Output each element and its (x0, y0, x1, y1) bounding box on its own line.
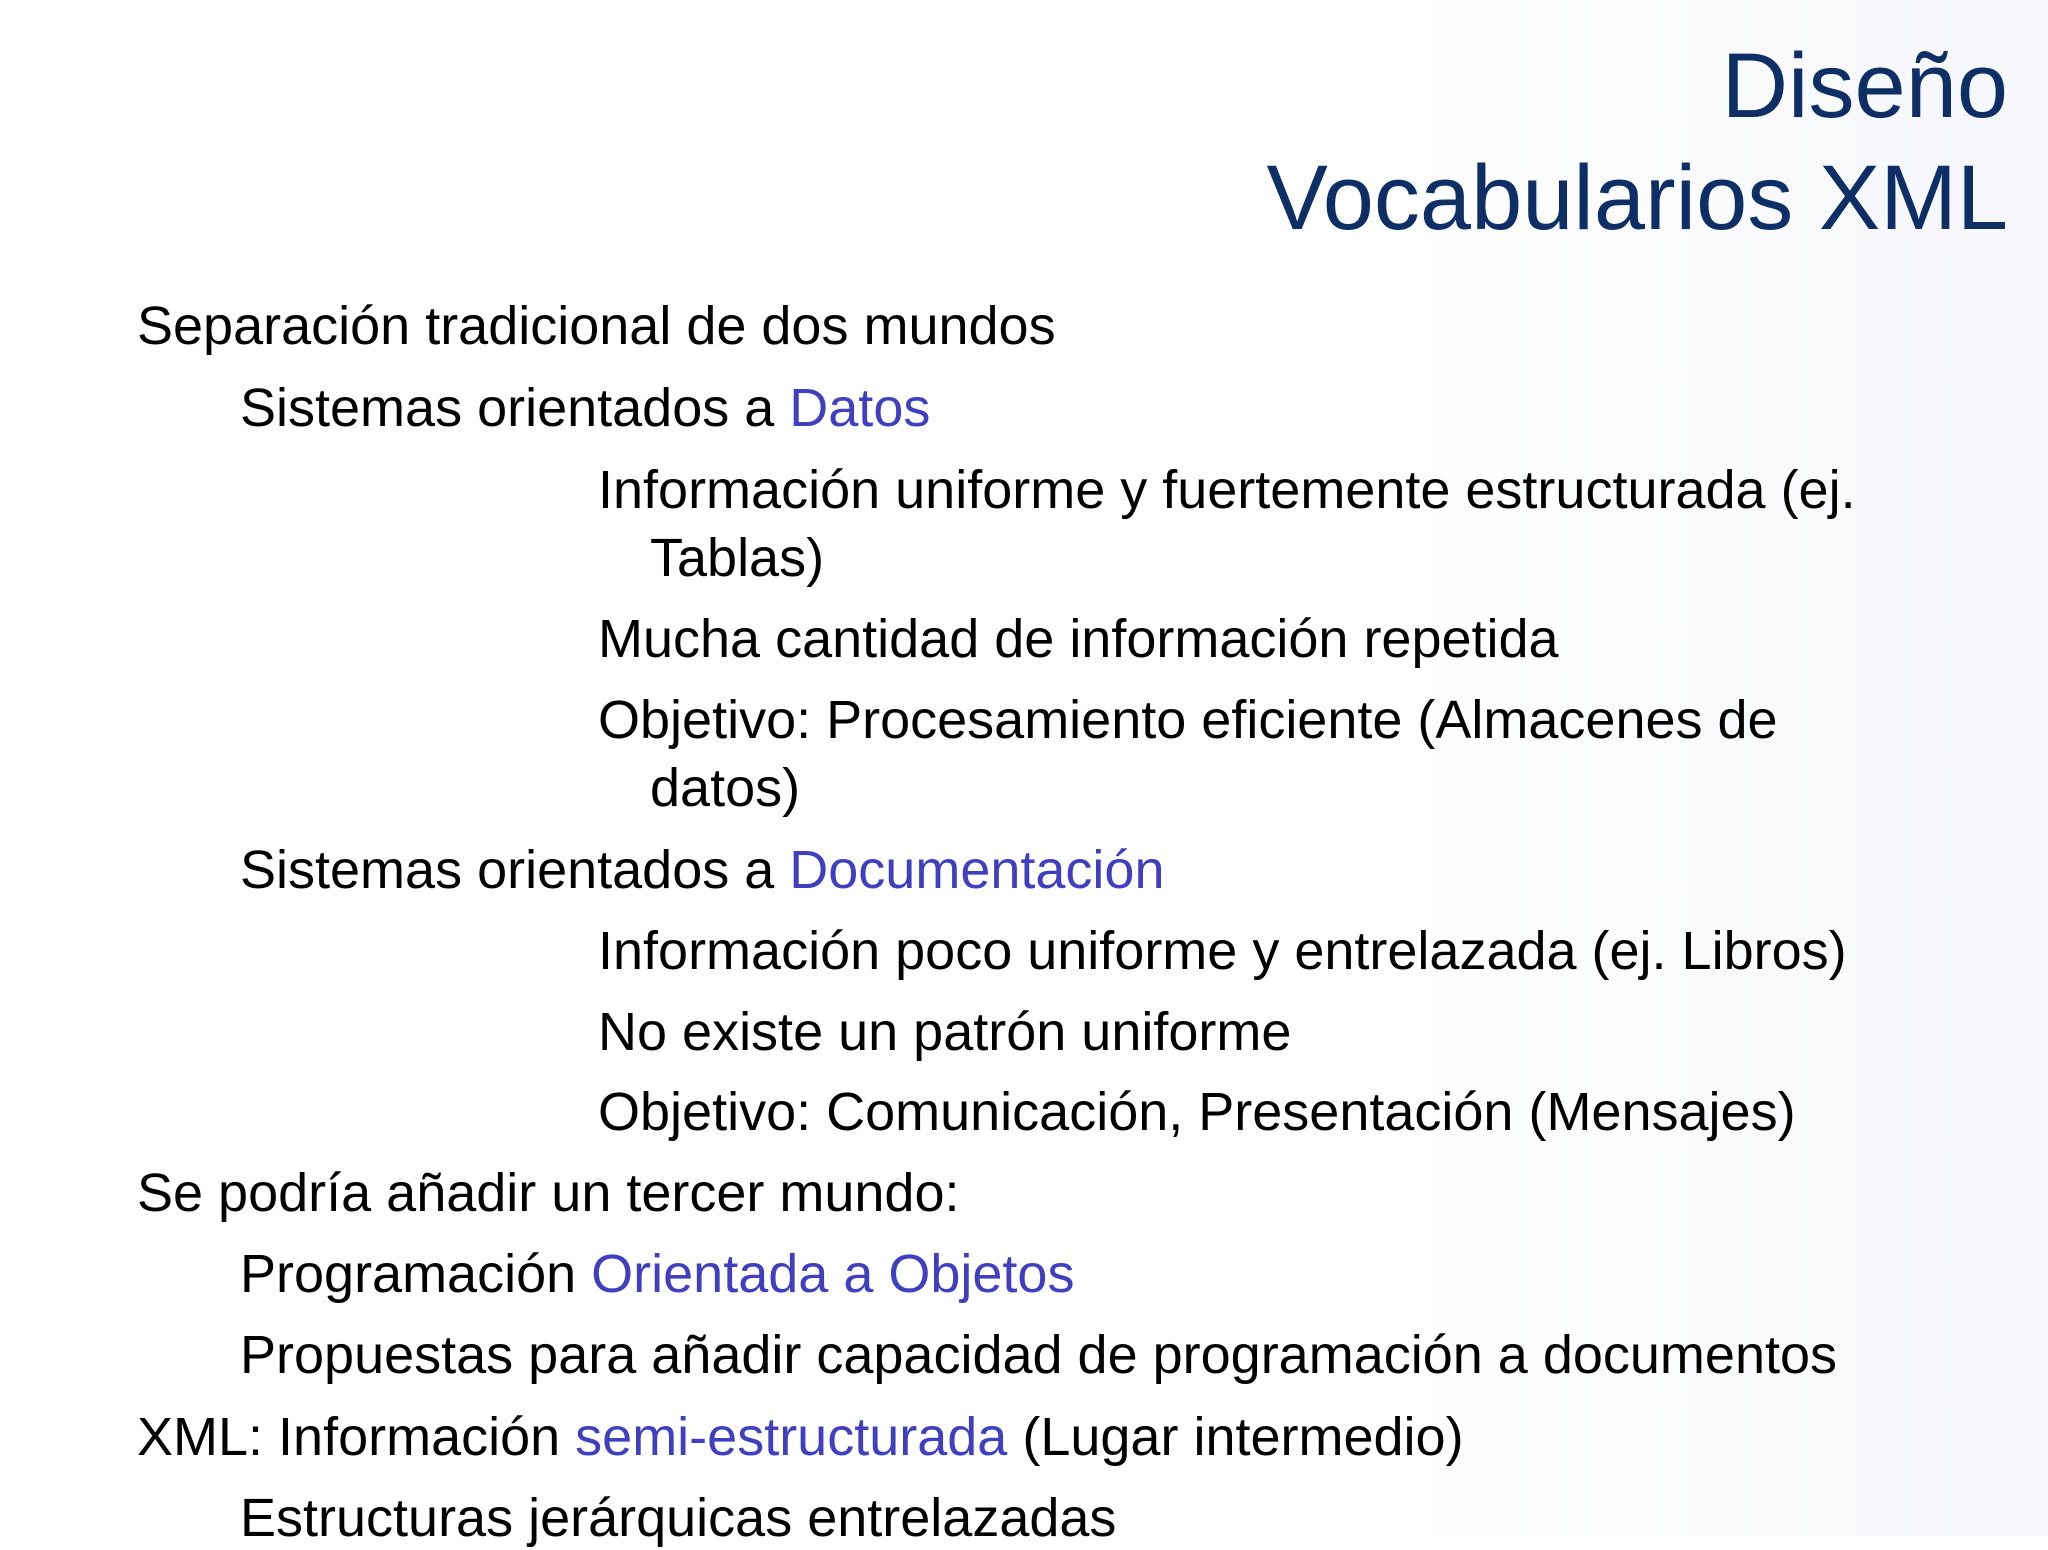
bullet-objetivo-procesamiento: Objetivo: Procesamiento eficiente (Almacenes de (598, 690, 1778, 750)
bullet-tercer-mundo: Se podría añadir un tercer mundo: (137, 1163, 960, 1223)
bullet-estructuras-jerarquicas: Estructuras jerárquicas entrelazadas (240, 1488, 1117, 1548)
highlight-datos: Datos (789, 378, 931, 438)
bullet-suffix: (Lugar intermedio) (1007, 1407, 1464, 1467)
slide-title (1266, 30, 2008, 254)
bullet-info-poco-uniforme: Información poco uniforme y entrelazada (ej. Libros) (598, 921, 1847, 981)
bullet-separacion: Separación tradicional de dos mundos (137, 296, 1056, 356)
bullet-prefix: XML: Información (137, 1407, 576, 1467)
bullet-objetivo-procesamiento-cont: datos) (650, 758, 801, 818)
bullet-mucha-cantidad: Mucha cantidad de información repetida (598, 609, 1559, 669)
bullet-prefix: Sistemas orientados a (240, 378, 790, 438)
bullet-info-uniforme: Información uniforme y fuertemente estructurada (ej. (598, 460, 1856, 520)
bullet-sistemas-documentacion (240, 838, 1165, 902)
bullet-prefix: Sistemas orientados a (240, 840, 790, 900)
title-line-1: Diseño (1721, 35, 2008, 137)
bullet-info-uniforme-cont: Tablas) (650, 528, 825, 588)
highlight-documentacion: Documentación (789, 840, 1165, 900)
bullet-propuestas: Propuestas para añadir capacidad de programación a documentos (240, 1325, 1838, 1385)
bullet-prefix: Programación (240, 1244, 592, 1304)
highlight-semi-estructurada: semi-estructurada (575, 1407, 1008, 1467)
bullet-objetivo-comunicacion: Objetivo: Comunicación, Presentación (Mensajes) (598, 1082, 1796, 1142)
bullet-xml-semiestructurada (137, 1405, 1464, 1469)
bullet-no-existe-patron: No existe un patrón uniforme (598, 1002, 1292, 1062)
title-line-2: Vocabularios XML (1266, 147, 2008, 249)
bullet-programacion-oo (240, 1242, 1074, 1306)
bullet-sistemas-datos (240, 376, 930, 440)
highlight-orientada-objetos: Orientada a Objetos (591, 1244, 1075, 1304)
